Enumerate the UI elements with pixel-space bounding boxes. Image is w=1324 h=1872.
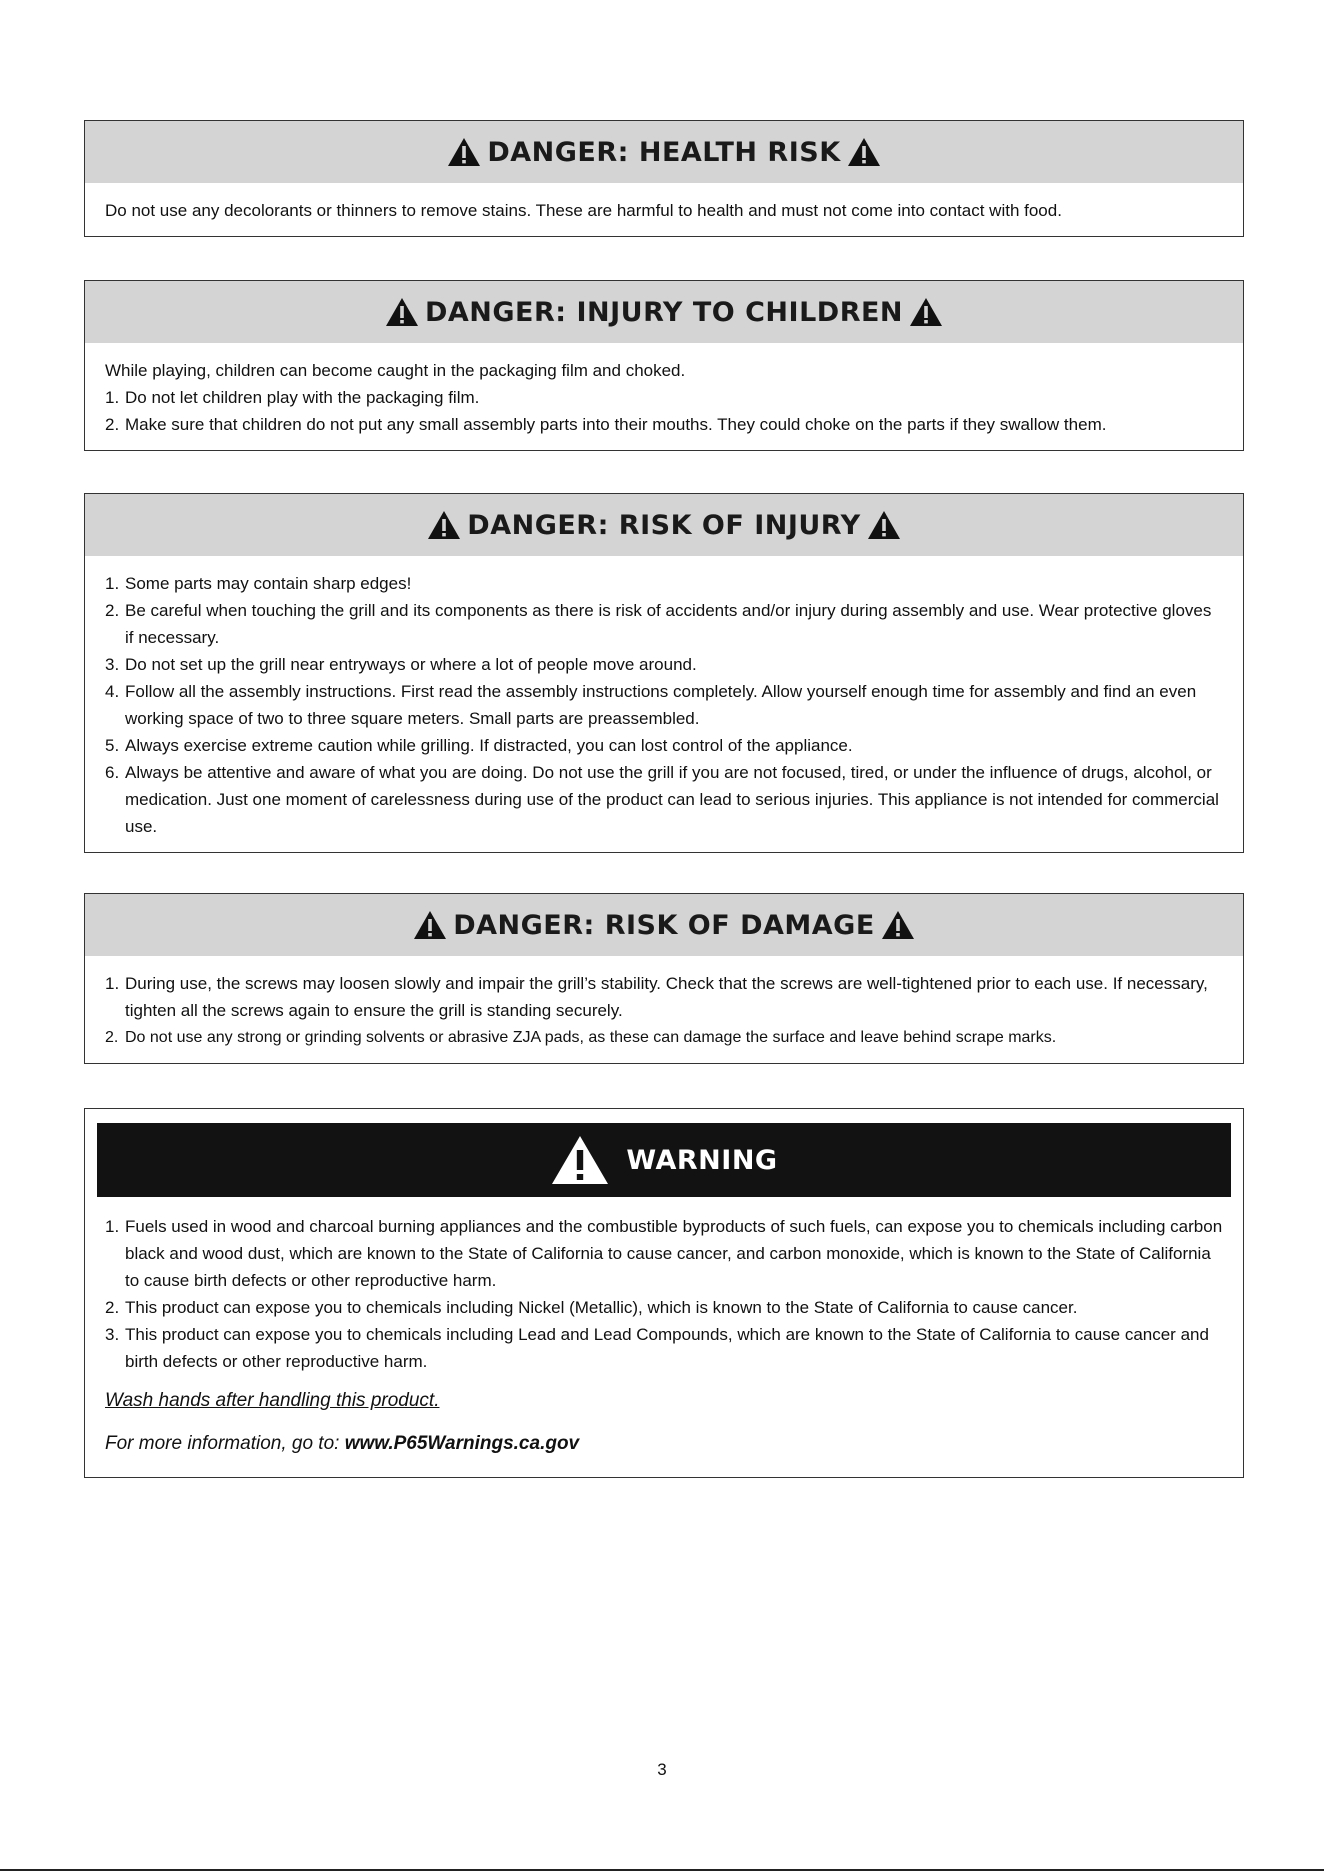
warning-triangle-icon	[413, 910, 447, 940]
warning-triangle-icon	[867, 510, 901, 540]
item-text: Follow all the assembly instructions. First read the assembly instructions completely. Allow yourself enough time for assembly and find an even working space of two to three square meters. Small parts are preassembled.	[125, 682, 1197, 728]
section-header	[85, 281, 1243, 343]
list-item	[105, 1294, 1223, 1321]
item-number: 1.	[105, 1217, 120, 1236]
section-body	[85, 183, 1243, 236]
warning-body	[85, 1197, 1243, 1477]
section-body	[85, 556, 1243, 852]
list-item	[105, 759, 1223, 840]
item-number: 2.	[105, 1298, 120, 1317]
section-body	[85, 956, 1243, 1063]
warning-triangle-icon	[447, 137, 481, 167]
section-header	[85, 894, 1243, 956]
prop65-warning-box	[84, 1108, 1244, 1478]
bottom-rule	[0, 1869, 1324, 1871]
warning-triangle-icon	[847, 137, 881, 167]
danger-injury-to-children-box	[84, 280, 1244, 451]
warning-header	[97, 1123, 1231, 1197]
section-header	[85, 494, 1243, 556]
section-header	[85, 121, 1243, 183]
item-text: Fuels used in wood and charcoal burning appliances and the combustible byproducts of such fuels, can expose you to chemicals including carbon black and wood dust, which are known to the State of California to cause cancer, and carbon monoxide, which is known to the State of California to cause birth defects or other reproductive harm.	[125, 1217, 1223, 1290]
item-number: 1.	[105, 974, 120, 993]
list-item	[105, 678, 1223, 732]
warning-triangle-icon	[881, 910, 915, 940]
item-number: 6.	[105, 763, 120, 782]
warning-triangle-icon	[385, 297, 419, 327]
list-item	[105, 384, 1223, 411]
warning-triangle-icon	[909, 297, 943, 327]
section-title: DANGER: INJURY TO CHILDREN	[424, 296, 904, 328]
item-text: Always exercise extreme caution while grilling. If distracted, you can lost control of the appliance.	[125, 736, 853, 755]
page-number: 3	[657, 1760, 667, 1779]
list-item	[105, 1024, 1223, 1051]
item-number: 4.	[105, 682, 120, 701]
item-number: 2.	[105, 1029, 119, 1046]
warning-title: WARNING	[626, 1144, 778, 1176]
section-title: DANGER: RISK OF INJURY	[467, 509, 861, 541]
item-number: 1.	[105, 388, 120, 407]
more-info-link[interactable]: www.P65Warnings.ca.gov	[344, 1433, 580, 1454]
item-text: This product can expose you to chemicals including Nickel (Metallic), which is known to the State of California to cause cancer.	[125, 1298, 1078, 1317]
item-number: 2.	[105, 601, 120, 620]
item-text: During use, the screws may loosen slowly and impair the grill’s stability. Check that the screws are well-tightened prior to each use. If necessary, tighten all the screws again to ensure the grill is standing securely.	[125, 974, 1208, 1020]
item-text: Do not use any strong or grinding solvents or abrasive ZJA pads, as these can damage the surface and leave behind scrape marks.	[125, 1029, 1057, 1046]
list-item	[105, 1213, 1223, 1294]
section-body	[85, 343, 1243, 450]
wash-hands-note: Wash hands after handling this product.	[105, 1390, 440, 1411]
section-title: DANGER: HEALTH RISK	[487, 136, 841, 168]
list-item	[105, 411, 1223, 438]
item-number: 5.	[105, 736, 120, 755]
item-text: Some parts may contain sharp edges!	[125, 574, 412, 593]
item-text: Do not set up the grill near entryways or where a lot of people move around.	[125, 655, 697, 674]
section-title: DANGER: RISK OF DAMAGE	[453, 909, 875, 941]
item-text: Make sure that children do not put any small assembly parts into their mouths. They could choke on the parts if they swallow them.	[125, 415, 1107, 434]
item-number: 3.	[105, 655, 120, 674]
list-item	[105, 651, 1223, 678]
item-number: 3.	[105, 1325, 120, 1344]
danger-risk-of-damage-box	[84, 893, 1244, 1064]
more-info-line	[105, 1430, 1223, 1457]
section-intro: Do not use any decolorants or thinners to remove stains. These are harmful to health and must not come into contact with food.	[105, 201, 1062, 220]
danger-health-risk-box	[84, 120, 1244, 237]
item-number: 2.	[105, 415, 120, 434]
list-item	[105, 1321, 1223, 1375]
list-item	[105, 732, 1223, 759]
item-number: 1.	[105, 574, 120, 593]
warning-triangle-icon	[550, 1134, 610, 1186]
list-item	[105, 570, 1223, 597]
item-text: Do not let children play with the packaging film.	[125, 388, 480, 407]
section-intro: While playing, children can become caught in the packaging film and choked.	[105, 361, 686, 380]
danger-risk-of-injury-box	[84, 493, 1244, 853]
item-text: This product can expose you to chemicals including Lead and Lead Compounds, which are known to the State of California to cause cancer and birth defects or other reproductive harm.	[125, 1325, 1209, 1371]
list-item	[105, 970, 1223, 1024]
more-info-prefix: For more information, go to:	[105, 1433, 345, 1454]
list-item	[105, 597, 1223, 651]
item-text: Be careful when touching the grill and its components as there is risk of accidents and/or injury during assembly and use. Wear protective gloves if necessary.	[125, 601, 1212, 647]
item-text: Always be attentive and aware of what you are doing. Do not use the grill if you are not focused, tired, or under the influence of drugs, alcohol, or medication. Just one moment of carelessness during use of the product can lead to serious injuries. This appliance is not intended for commercial use.	[125, 763, 1219, 836]
warning-triangle-icon	[427, 510, 461, 540]
